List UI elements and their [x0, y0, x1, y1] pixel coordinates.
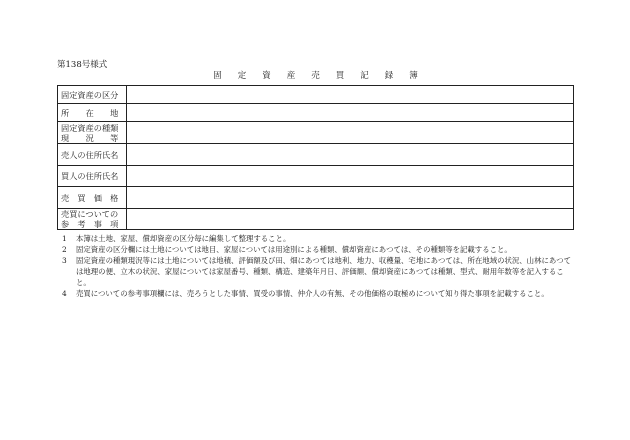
row-value-sale-price[interactable] — [127, 187, 574, 209]
row-label-reference-notes: 売買についての 参 考 事 項 — [58, 209, 127, 230]
table-row — [58, 166, 574, 187]
row-value-location[interactable] — [127, 104, 574, 122]
note-number: 2 — [62, 245, 67, 254]
notes-section — [58, 233, 578, 299]
form-title: 固定資産売買記録簿 — [213, 71, 434, 81]
row-value-seller[interactable] — [127, 144, 574, 166]
form-number: 第138号様式 — [57, 60, 108, 70]
row-value-asset-type-status[interactable] — [127, 122, 574, 144]
table-row — [58, 86, 574, 104]
note-text: 売買についての参考事項欄には、売ろうとした事情、買受の事情、仲介人の有無、その他価格の取極めについて知り得た事項を記載すること。 — [76, 289, 549, 298]
note-text: 本簿は土地、家屋、償却資産の区分毎に編集して整理すること。 — [76, 234, 291, 243]
row-label-location: 所 在 地 — [58, 104, 127, 122]
table-row — [58, 187, 574, 209]
row-label-sale-price: 売 買 価 格 — [58, 187, 127, 209]
table-row — [58, 104, 574, 122]
note-text: 固定資産の種類現況等には土地については地積、評価額及び田、畑にあつては地利、地力、収穫量、宅地にあつては、所在地域の状況、山林にあつては地理の便、立木の状況、家屋については家屋番号、種類、構造、建築年月日、評価額、償却資産にあつては種類、型式、耐用年数等を記入すること。 — [76, 256, 572, 287]
row-value-buyer[interactable] — [127, 166, 574, 187]
note-number: 4 — [62, 289, 67, 298]
row-label-asset-type-status: 固定資産の種類 現 況 等 — [58, 122, 127, 144]
note-item — [58, 255, 578, 288]
note-item — [58, 288, 578, 299]
note-number: 1 — [62, 234, 67, 243]
table-row — [58, 144, 574, 166]
note-item — [58, 244, 578, 255]
register-table — [57, 85, 574, 230]
note-number: 3 — [62, 256, 67, 265]
note-text: 固定資産の区分欄には土地については地目、家屋については用途別による種類、償却資産にあつては、その種類等を記載すること。 — [76, 245, 512, 254]
note-item — [58, 233, 578, 244]
row-label-buyer: 買人の住所氏名 — [58, 166, 127, 187]
row-value-reference-notes[interactable] — [127, 209, 574, 230]
row-label-seller: 売人の住所氏名 — [58, 144, 127, 166]
table-row — [58, 209, 574, 230]
row-value-asset-category[interactable] — [127, 86, 574, 104]
row-label-asset-category: 固定資産の区分 — [58, 86, 127, 104]
table-row — [58, 122, 574, 144]
